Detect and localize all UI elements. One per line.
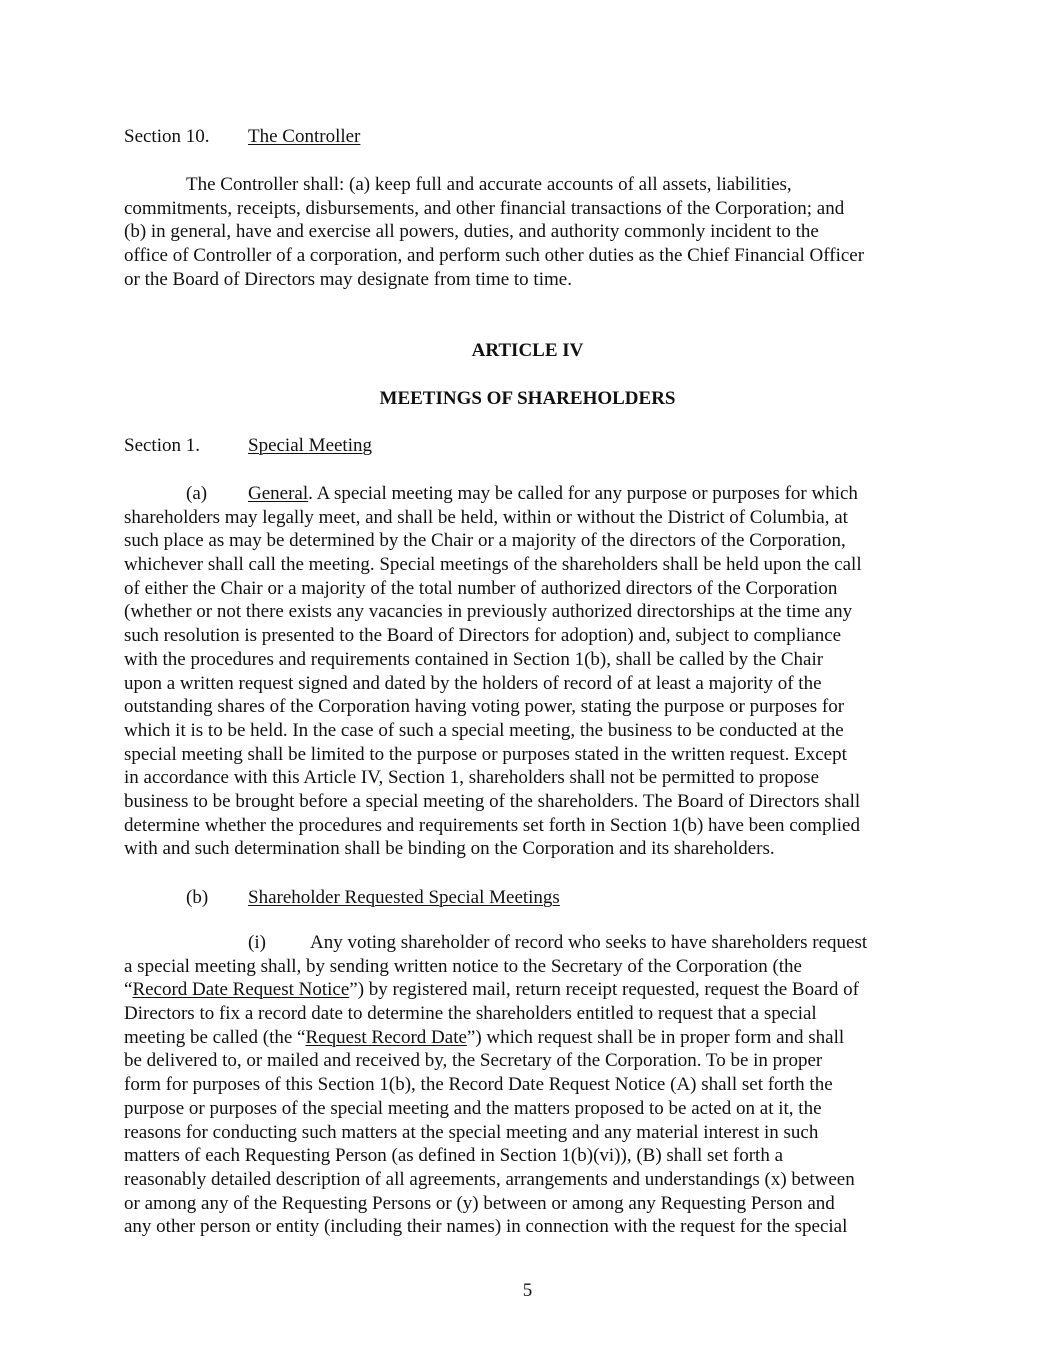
- paragraph-b-marker: (b): [186, 887, 209, 908]
- paragraph-b-title: Shareholder Requested Special Meetings: [248, 887, 560, 908]
- paragraph-a-title: General: [248, 483, 309, 504]
- page-number: 5: [522, 1280, 533, 1301]
- paragraph-line: or the Board of Directors may designate from time to time.: [124, 268, 572, 290]
- paragraph-line: of either the Chair or a majority of the total number of authorized directors of the Corporation: [124, 577, 838, 599]
- section-10-body: [124, 173, 944, 291]
- paragraph-line: with the procedures and requirements contained in Section 1(b), shall be called by the Chair: [124, 648, 824, 670]
- quote-open: “: [124, 979, 133, 1001]
- paragraph-line: upon a written request signed and dated by the holders of record of at least a majority of the: [124, 672, 822, 694]
- section-10-title: The Controller: [248, 126, 361, 147]
- paragraph-line: or among any of the Requesting Persons or (y) between or among any Requesting Person and: [124, 1192, 835, 1214]
- paragraph-line: which it is to be held. In the case of such a special meeting, the business to be conducted at the: [124, 719, 844, 741]
- paragraph-line: Directors to fix a record date to determine the shareholders entitled to request that a special: [124, 1003, 817, 1025]
- paragraph-line: special meeting shall be limited to the purpose or purposes stated in the written request. Except: [124, 743, 847, 765]
- paragraph-line: business to be brought before a special meeting of the shareholders. The Board of Directors shall: [124, 790, 861, 812]
- paragraph-line: with and such determination shall be binding on the Corporation and its shareholders.: [124, 838, 775, 860]
- paragraph-line: reasonably detailed description of all agreements, arrangements and understandings (x) between: [124, 1168, 855, 1190]
- paragraph-line: determine whether the procedures and requirements set forth in Section 1(b) have been complied: [124, 814, 860, 836]
- paragraph-line: be delivered to, or mailed and received by, the Secretary of the Corporation. To be in proper: [124, 1050, 823, 1072]
- paragraph-line: (b) in general, have and exercise all powers, duties, and authority commonly incident to the: [124, 221, 819, 243]
- section-1-title: Special Meeting: [248, 435, 372, 456]
- paragraph-a-first-line: . A special meeting may be called for any purpose or purposes for which: [308, 483, 858, 504]
- defined-term-request-record-date: Request Record Date: [305, 1026, 467, 1048]
- paragraph-line: purpose or purposes of the special meeting and the matters proposed to be acted on at it, the: [124, 1097, 822, 1119]
- paragraph-line: commitments, receipts, disbursements, and other financial transactions of the Corporation; and: [124, 197, 845, 219]
- paragraph-b-i: [124, 931, 944, 1239]
- section-1-number: Section 1.: [124, 435, 200, 456]
- paragraph-line: [124, 978, 944, 1002]
- paragraph-line: such place as may be determined by the Chair or a majority of the directors of the Corporation,: [124, 530, 846, 552]
- paragraph-line: reasons for conducting such matters at the special meeting and any material interest in such: [124, 1121, 819, 1143]
- paragraph-line: The Controller shall: (a) keep full and accurate accounts of all assets, liabilities,: [186, 174, 792, 195]
- paragraph-line: a special meeting shall, by sending written notice to the Secretary of the Corporation (the: [124, 955, 802, 977]
- defined-term-record-date-request-notice: Record Date Request Notice: [132, 979, 350, 1001]
- paragraph-line: form for purposes of this Section 1(b), the Record Date Request Notice (A) shall set forth the: [124, 1074, 833, 1096]
- section-10-heading: [124, 125, 944, 149]
- paragraph-line: in accordance with this Article IV, Section 1, shareholders shall not be permitted to propose: [124, 767, 820, 789]
- line-text: meeting be called (the “: [124, 1026, 306, 1048]
- paragraph-line: matters of each Requesting Person (as defined in Section 1(b)(vi)), (B) shall set forth a: [124, 1145, 784, 1167]
- paragraph-a-marker: (a): [186, 483, 208, 504]
- paragraph-b-i-first-line: Any voting shareholder of record who seeks to have shareholders request: [310, 932, 868, 953]
- paragraph-line: [124, 1026, 944, 1050]
- paragraph-line: such resolution is presented to the Board of Directors for adoption) and, subject to compliance: [124, 625, 842, 647]
- paragraph-line: whichever shall call the meeting. Special meetings of the shareholders shall be held upon the call: [124, 554, 862, 576]
- paragraph-line: outstanding shares of the Corporation having voting power, stating the purpose or purposes for: [124, 696, 845, 718]
- article-heading: ARTICLE IV: [471, 340, 584, 361]
- article-subheading: MEETINGS OF SHAREHOLDERS: [379, 388, 676, 409]
- paragraph-line: any other person or entity (including their names) in connection with the request for the special: [124, 1216, 848, 1238]
- section-10-number: Section 10.: [124, 126, 210, 147]
- line-text: ”) by registered mail, return receipt requested, request the Board of: [349, 979, 859, 1001]
- paragraph-a: [124, 482, 944, 861]
- paragraph-line: (whether or not there exists any vacancies in previously authorized directorships at the time any: [124, 601, 853, 623]
- paragraph-line: shareholders may legally meet, and shall be held, within or without the District of Columbia, at: [124, 506, 848, 528]
- paragraph-b-heading: [124, 886, 944, 910]
- section-1-heading: [124, 434, 944, 458]
- paragraph-line: office of Controller of a corporation, and perform such other duties as the Chief Financial Officer: [124, 245, 865, 267]
- line-text: ”) which request shall be in proper form and shall: [466, 1026, 845, 1048]
- paragraph-b-i-marker: (i): [248, 932, 266, 953]
